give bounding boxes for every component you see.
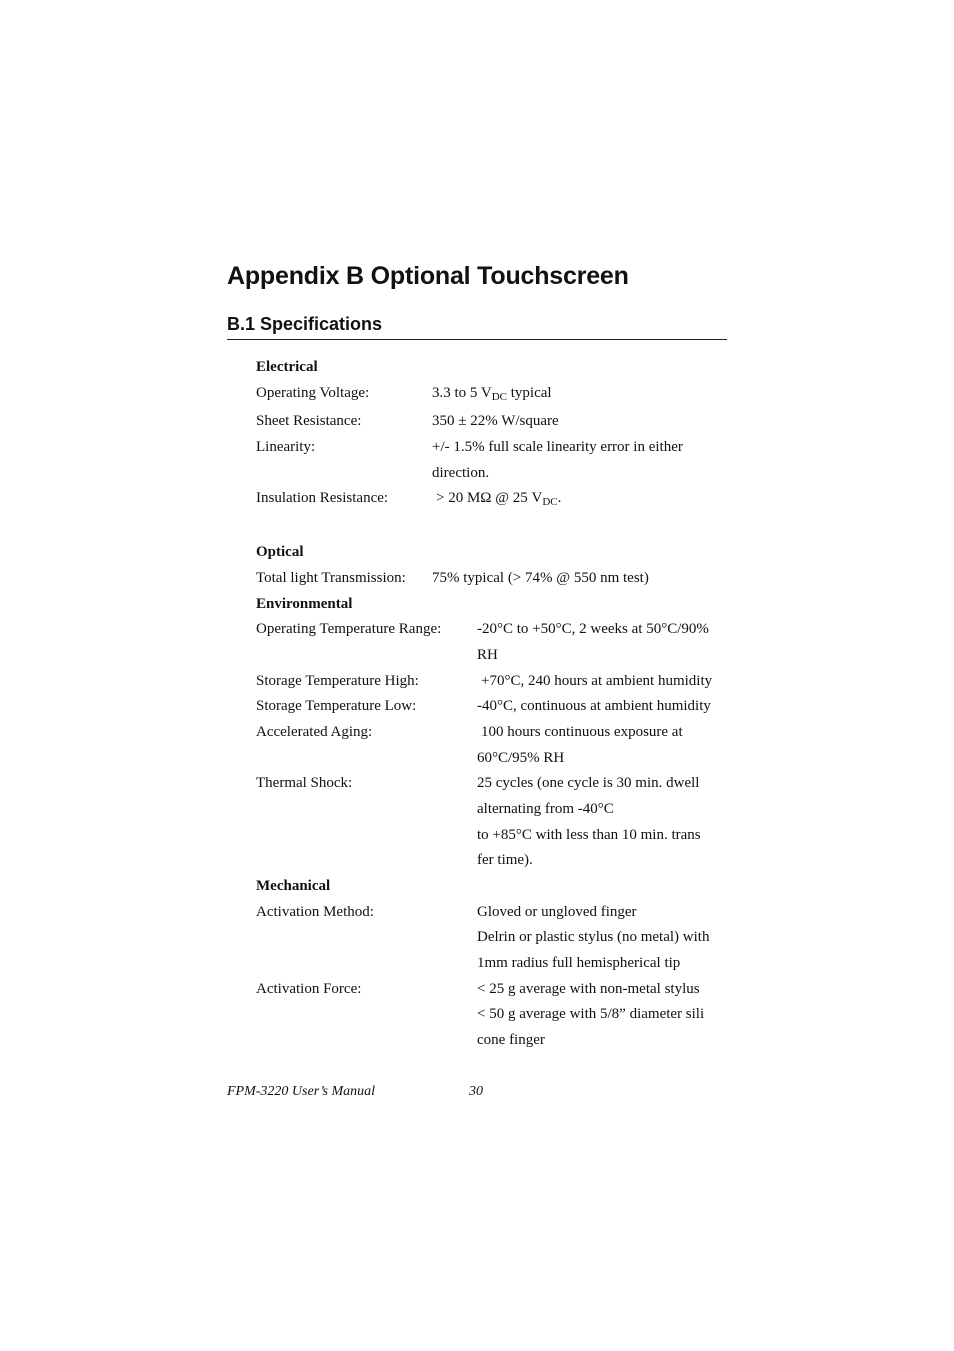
aging-value-line2: 60°C/95% RH — [477, 750, 565, 766]
insulation-value-suffix: . — [557, 490, 562, 506]
insulation-value-sub: DC — [542, 496, 558, 508]
insulation-resistance-label: Insulation Resistance: — [256, 490, 389, 506]
activation-method-line3: 1mm radius full hemispherical tip — [477, 955, 681, 971]
aging-label: Accelerated Aging: — [256, 724, 373, 740]
activation-force-line3: cone finger — [477, 1032, 545, 1048]
section-divider — [227, 339, 727, 340]
linearity-label: Linearity: — [256, 439, 316, 455]
sheet-resistance-label: Sheet Resistance: — [256, 413, 362, 429]
insulation-value-prefix: > 20 MΩ @ 25 V — [436, 490, 543, 506]
transmission-label: Total light Transmission: — [256, 570, 406, 586]
transmission-value: 75% typical (> 74% @ 550 nm test) — [432, 570, 649, 586]
storage-high-label: Storage Temperature High: — [256, 673, 419, 689]
electrical-heading: Electrical — [256, 359, 318, 375]
activation-force-label: Activation Force: — [256, 981, 362, 997]
storage-low-value: -40°C, continuous at ambient humidity — [477, 698, 711, 714]
aging-value-line1: 100 hours continuous exposure at — [481, 724, 683, 740]
footer-page-number: 30 — [469, 1084, 483, 1099]
operating-voltage-value — [432, 383, 552, 403]
footer-manual-name: FPM-3220 User’s Manual — [227, 1084, 376, 1099]
activation-force-line1: < 25 g average with non-metal stylus — [477, 981, 700, 997]
op-temp-value-line1: -20°C to +50°C, 2 weeks at 50°C/90% — [477, 621, 709, 637]
activation-method-line2: Delrin or plastic stylus (no metal) with — [477, 929, 710, 945]
linearity-value-line1: +/- 1.5% full scale linearity error in either — [432, 439, 683, 455]
op-temp-label: Operating Temperature Range: — [256, 621, 442, 637]
op-temp-value-line2: RH — [477, 647, 498, 663]
chapter-title: Appendix B Optional Touchscreen — [227, 262, 629, 290]
thermal-shock-value-line1: 25 cycles (one cycle is 30 min. dwell — [477, 775, 700, 791]
mechanical-heading: Mechanical — [256, 878, 331, 894]
activation-method-line1: Gloved or ungloved finger — [477, 904, 637, 920]
storage-low-label: Storage Temperature Low: — [256, 698, 417, 714]
operating-voltage-value-prefix: 3.3 to 5 V — [432, 385, 492, 401]
section-title: B.1 Specifications — [227, 314, 383, 334]
environmental-heading: Environmental — [256, 596, 353, 612]
operating-voltage-value-sub: DC — [491, 391, 508, 403]
activation-force-line2: < 50 g average with 5/8” diameter sili — [477, 1006, 705, 1022]
thermal-shock-value-line2: alternating from -40°C — [477, 801, 614, 817]
storage-high-value: +70°C, 240 hours at ambient humidity — [481, 673, 713, 689]
optical-heading: Optical — [256, 544, 304, 560]
insulation-resistance-value — [436, 488, 561, 508]
activation-method-label: Activation Method: — [256, 904, 374, 920]
thermal-shock-value-line4: fer time). — [477, 852, 533, 868]
operating-voltage-label: Operating Voltage: — [256, 385, 370, 401]
operating-voltage-value-suffix: typical — [507, 385, 552, 401]
thermal-shock-label: Thermal Shock: — [256, 775, 353, 791]
sheet-resistance-value: 350 ± 22% W/square — [432, 413, 559, 429]
linearity-value-line2: direction. — [432, 465, 490, 481]
thermal-shock-value-line3: to +85°C with less than 10 min. trans — [477, 827, 701, 843]
